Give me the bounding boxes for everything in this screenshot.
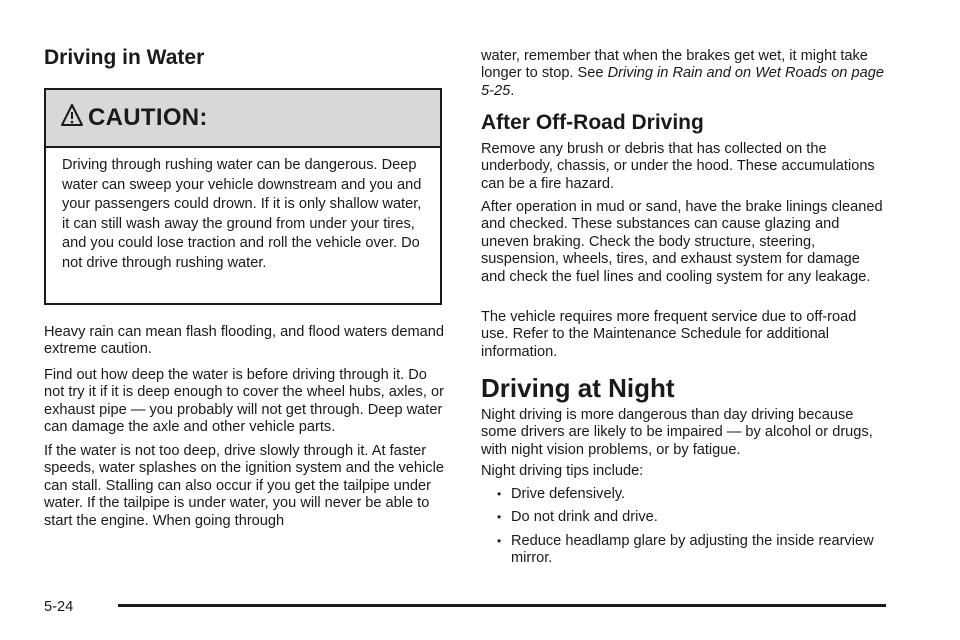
caution-box: [44, 88, 442, 305]
caution-title: CAUTION:: [88, 104, 208, 131]
paragraph-continuation: [481, 48, 886, 100]
footer-divider: [118, 604, 886, 607]
page-number: 5-24: [44, 599, 74, 615]
continuation-end: .: [510, 82, 515, 99]
list-item-text: Reduce headlamp glare by adjusting the inside rearview mirror.: [511, 532, 874, 567]
list-item: [481, 486, 886, 503]
bullet-icon: •: [497, 510, 502, 525]
cross-reference-link[interactable]: Driving in Rain and on Wet Roads on page 5-25: [481, 65, 884, 99]
section-title-driving-at-night: Driving at Night: [481, 373, 675, 403]
list-item: [481, 533, 886, 568]
warning-triangle-icon: [60, 103, 84, 129]
paragraph-water-depth: Find out how deep the water is before driving through it. Do not try it if it is deep enough to cover the wheel hubs, axles, or exhaust pipe — you probably will not get through. Deep water can damage the axle and other vehicle parts.: [44, 367, 444, 436]
list-item-text: Do not drink and drive.: [511, 509, 658, 526]
continuation-text: water, remember that when the brakes get wet, it might take longer to stop. See: [481, 48, 868, 82]
bullet-icon: •: [497, 533, 502, 548]
caution-header: [46, 90, 440, 148]
paragraph-tips-intro: Night driving tips include:: [481, 463, 644, 479]
list-item-text: Drive defensively.: [511, 486, 626, 502]
list-item: [481, 509, 886, 526]
section-title-after-off-road: After Off-Road Driving: [481, 111, 704, 134]
paragraph-mud-sand: After operation in mud or sand, have the brake linings cleaned and checked. These substances can cause glazing and uneven braking. Check the body structure, steering, suspension, wheels, tires, and exhaust system for damage and check the fuel lines and cooling system for any leakage.: [481, 199, 883, 285]
section-title-driving-in-water: Driving in Water: [44, 46, 205, 69]
paragraph-night-danger: Night driving is more dangerous than day driving because some drivers are likely to be impaired — by alcohol or drugs, with night vision problems, or by fatigue.: [481, 407, 873, 458]
bullet-icon: •: [497, 487, 502, 501]
night-tips-list: [481, 486, 886, 568]
caution-text: Driving through rushing water can be dangerous. Deep water can sweep your vehicle downstream and you and your passengers could drown. If it is only shallow water, it can still wash away the ground from under your tires, and you could lose traction and roll the vehicle over. Do not drive through rushing water.: [62, 157, 422, 271]
paragraph-remove-debris: Remove any brush or debris that has collected on the underbody, chassis, or under the hood. These accumulations can be a fire hazard.: [481, 141, 875, 192]
paragraph-drive-slowly: If the water is not too deep, drive slowly through it. At faster speeds, water splashes on the ignition system and the vehicle can stall. Stalling can also occur if you get the tailpipe under water. If the tailpipe is under water, you will never be able to start the engine. When going through: [44, 443, 444, 529]
paragraph-heavy-rain: Heavy rain can mean flash flooding, and flood waters demand extreme caution.: [44, 324, 444, 358]
paragraph-service: The vehicle requires more frequent service due to off-road use. Refer to the Maintenance Schedule for additional information.: [481, 309, 857, 360]
